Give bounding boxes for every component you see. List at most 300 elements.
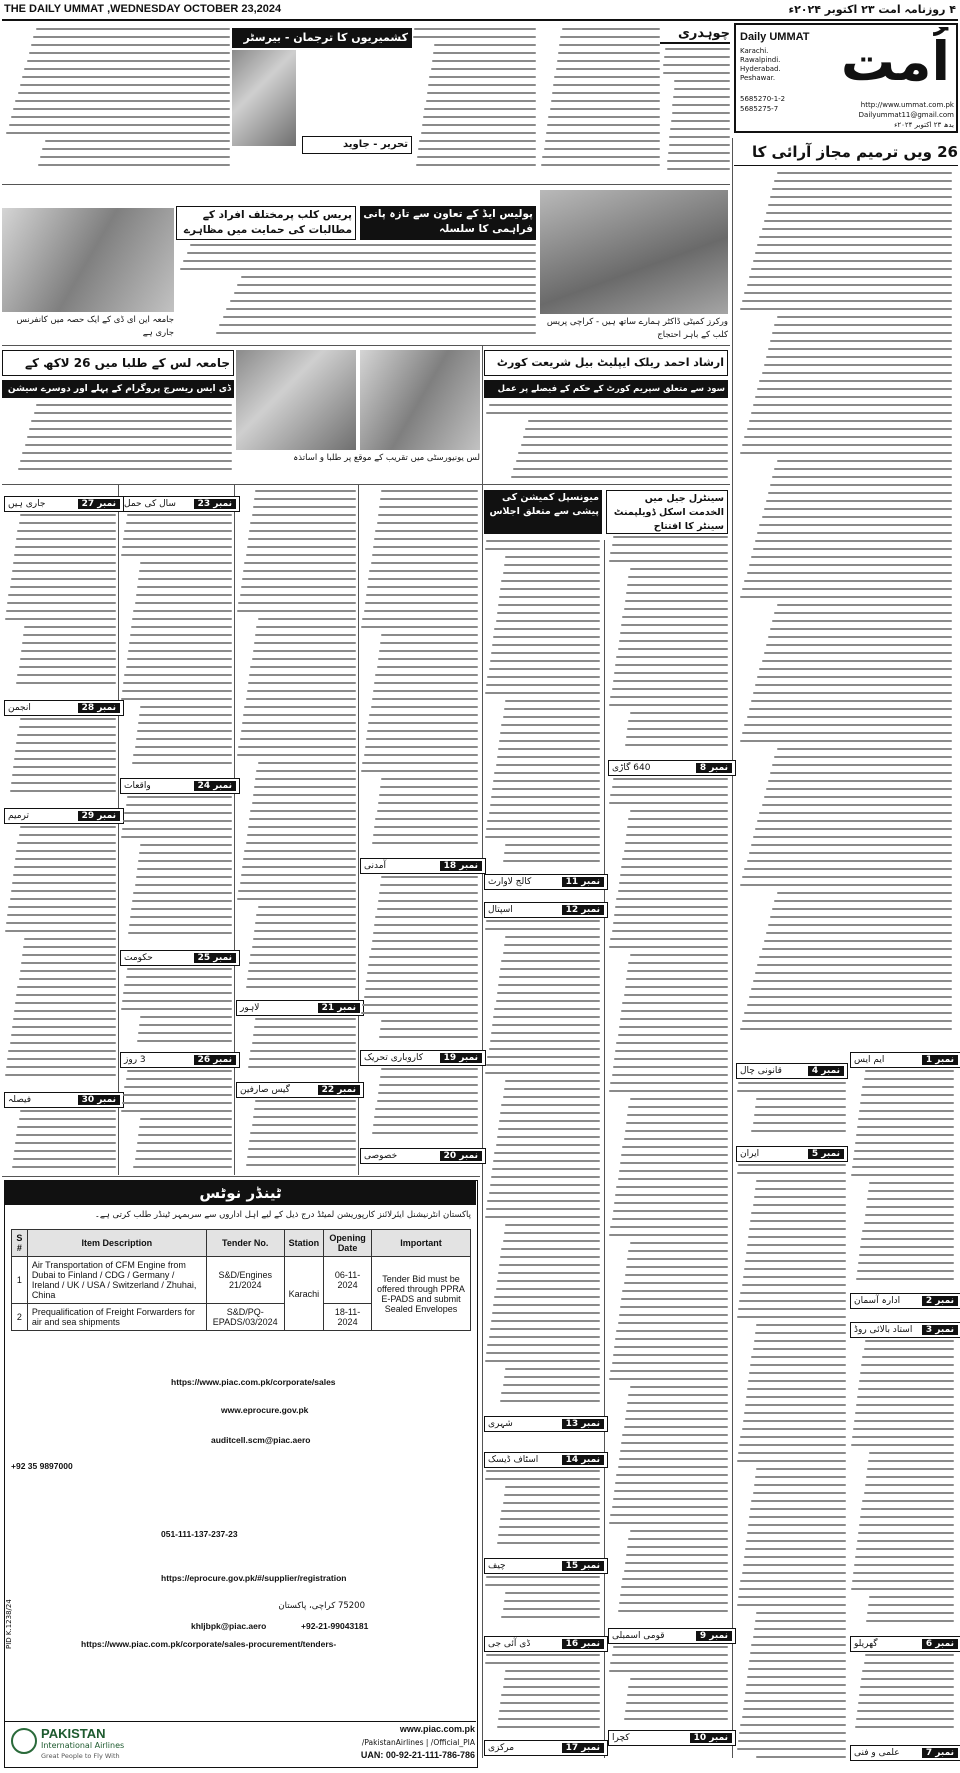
text-line (755, 396, 952, 398)
text-line (860, 1246, 954, 1248)
text-line (755, 1332, 846, 1334)
text-line (612, 786, 728, 788)
tender-link[interactable]: https://www.piac.com.pk/corporate/sales-procurement/tenders- (81, 1639, 337, 1649)
text-line (742, 1716, 847, 1718)
text-line (860, 1516, 954, 1518)
text-line (367, 586, 478, 588)
text-line (616, 1186, 728, 1188)
text-line (746, 1252, 846, 1254)
text-line (124, 812, 232, 814)
text-line (560, 36, 660, 38)
text-line (244, 562, 356, 564)
text-line (487, 1200, 600, 1202)
text-line (121, 836, 232, 838)
tender-link[interactable]: www.eprocure.gov.pk (221, 1405, 309, 1415)
article-text (540, 28, 660, 178)
text-line (31, 44, 230, 46)
text-line (744, 1412, 846, 1414)
text-line (774, 180, 952, 182)
text-line (20, 718, 116, 720)
website-label[interactable]: http://www.ummat.com.pk (860, 101, 954, 109)
text-line (860, 1686, 954, 1688)
masthead-right: ۴ روزنامہ امت ۲۳ اکتوبر ۲۰۲۴ء (788, 3, 956, 16)
text-line (132, 618, 232, 620)
text-line (485, 836, 600, 838)
text-line (255, 1018, 356, 1020)
text-line (252, 946, 356, 948)
text-line (753, 548, 952, 550)
text-line (755, 684, 952, 686)
text-line (739, 1300, 846, 1302)
text-line (504, 852, 600, 854)
text-line (609, 946, 728, 948)
text-line (505, 556, 600, 558)
text-line (505, 700, 600, 702)
article-text (176, 244, 536, 342)
section-label (850, 1052, 960, 1068)
uni-photo-1 (236, 350, 356, 450)
text-line (742, 1284, 847, 1286)
text-line (615, 1050, 728, 1052)
text-line (744, 724, 952, 726)
text-line (485, 692, 600, 694)
text-line (19, 666, 116, 668)
tender-no: S&D/Engines 21/2024 (206, 1257, 284, 1304)
text-line (609, 1090, 728, 1092)
tender-link[interactable]: https://eprocure.gov.pk/#/supplier/registration (161, 1573, 347, 1583)
text-line (486, 1576, 600, 1578)
text-line (625, 1418, 728, 1420)
text-line (375, 916, 478, 918)
text-line (753, 1492, 847, 1494)
text-line (8, 1050, 116, 1052)
text-line (361, 626, 478, 628)
text-line (667, 168, 730, 170)
court-headline: ارشاد احمد ریلک ایپلیٹ بیل شریعت کورٹ (484, 350, 728, 376)
protest-caption: ورکرز کمیٹی ڈاکٹر ہمارے ساتھ ہیں - کراچی پریس کلب کے باہر احتجاج (546, 317, 728, 340)
text-line (618, 648, 728, 650)
text-line (244, 850, 356, 852)
text-line (136, 594, 232, 596)
text-line (242, 866, 356, 868)
text-line (485, 1216, 600, 1218)
article-text (120, 968, 232, 1048)
protest-photo (540, 190, 728, 314)
article-text (4, 404, 232, 482)
text-line (861, 1238, 954, 1240)
text-line (380, 498, 478, 500)
text-line (503, 716, 600, 718)
text-line (378, 802, 478, 804)
text-line (748, 1524, 846, 1526)
text-line (862, 1356, 954, 1358)
tender-table-wrap (11, 1229, 471, 1359)
text-line (253, 794, 356, 796)
text-line (121, 554, 232, 556)
text-line (138, 860, 232, 862)
section-label-number: نمبر 22 (318, 1085, 360, 1095)
text-line (737, 1316, 846, 1318)
text-line (499, 740, 600, 742)
text-line (743, 1420, 846, 1422)
text-line (612, 930, 728, 932)
text-line (237, 610, 356, 612)
text-line (20, 514, 116, 516)
section-label (608, 1730, 736, 1746)
text-line (429, 76, 536, 78)
text-line (768, 636, 952, 638)
text-line (36, 28, 230, 30)
text-line (132, 762, 232, 764)
text-line (135, 1158, 232, 1160)
phone-2: 5685275-7 (740, 105, 779, 113)
text-line (11, 1034, 116, 1036)
text-line (15, 858, 116, 860)
text-line (610, 552, 728, 554)
section-label-text: ترمیم (8, 811, 29, 821)
text-line (505, 936, 600, 938)
footer-social[interactable]: /PakistanAirlines | /Official_PIA (361, 1738, 475, 1747)
text-line (630, 1678, 728, 1680)
text-line (16, 850, 116, 852)
text-line (372, 940, 478, 942)
text-line (744, 1268, 846, 1270)
section-label-text: اسٹاف ڈیسک (488, 1455, 539, 1465)
text-line (255, 1100, 356, 1102)
text-line (485, 1360, 600, 1362)
text-line (856, 1278, 954, 1280)
section-label-number: نمبر 26 (194, 1055, 236, 1065)
text-line (620, 1162, 728, 1164)
text-line (621, 1010, 728, 1012)
text-line (19, 1118, 116, 1120)
text-line (757, 964, 952, 966)
text-line (737, 1172, 846, 1174)
section-label-text: چیف (488, 1561, 506, 1571)
text-line (755, 252, 952, 254)
text-line (375, 1108, 478, 1110)
text-line (858, 1532, 954, 1534)
text-line (521, 444, 728, 446)
text-line (138, 578, 232, 580)
text-line (756, 1468, 846, 1470)
text-line (433, 52, 536, 54)
text-line (854, 1420, 954, 1422)
text-line (762, 228, 952, 230)
text-line (618, 1322, 728, 1324)
text-line (128, 932, 232, 934)
tender-sn: 2 (12, 1304, 28, 1331)
text-line (243, 570, 356, 572)
pia-tagline: Great People to Fly With (41, 1752, 120, 1760)
text-line (133, 892, 232, 894)
text-line (528, 420, 728, 422)
text-line (128, 650, 232, 652)
text-line (22, 954, 116, 956)
phone-1: 5685270-1-2 (740, 95, 786, 103)
text-line (753, 1348, 847, 1350)
text-line (252, 1124, 356, 1126)
text-line (857, 1540, 954, 1542)
text-line (140, 1016, 232, 1018)
text-line (122, 1000, 232, 1002)
text-line (13, 1018, 116, 1020)
text-line (13, 1158, 116, 1160)
text-line (497, 612, 600, 614)
text-line (500, 1702, 600, 1704)
text-line (424, 108, 536, 110)
text-line (250, 666, 356, 668)
text-line (628, 818, 728, 820)
text-line (747, 428, 952, 430)
text-line (619, 1170, 728, 1172)
section-label (4, 1092, 124, 1108)
text-line (759, 956, 952, 958)
pia-subtitle: International Airlines (41, 1741, 125, 1750)
article-text (484, 1470, 600, 1550)
text-line (124, 530, 232, 532)
section-label-text: کچرا (612, 1733, 630, 1743)
text-line (9, 124, 230, 126)
text-line (491, 1032, 600, 1034)
text-line (14, 1150, 116, 1152)
section-label (850, 1322, 960, 1338)
text-line (613, 778, 728, 780)
text-line (493, 1304, 600, 1306)
text-line (367, 730, 478, 732)
text-line (614, 1490, 728, 1492)
text-line (486, 920, 600, 922)
text-line (621, 624, 728, 626)
text-line (868, 1190, 954, 1192)
text-line (366, 980, 478, 982)
text-line (374, 924, 478, 926)
footer-web[interactable]: www.piac.com.pk (399, 1724, 475, 1734)
text-line (12, 1166, 116, 1168)
text-line (867, 1612, 954, 1614)
text-line (630, 810, 728, 812)
text-line (624, 1718, 728, 1720)
text-line (496, 620, 600, 622)
text-line (489, 1192, 600, 1194)
text-line (250, 522, 356, 524)
text-line (13, 874, 116, 876)
text-line (490, 1328, 600, 1330)
tender-desc: Prequalification of Freight Forwarders for air and sea shipments (27, 1304, 206, 1331)
text-line (253, 938, 356, 940)
text-line (126, 804, 232, 806)
text-line (615, 906, 728, 908)
section-label-text: ایران (740, 1149, 760, 1159)
text-line (137, 868, 232, 870)
text-line (419, 140, 536, 142)
text-line (491, 652, 600, 654)
text-line (750, 1652, 846, 1654)
text-line (499, 976, 600, 978)
text-line (772, 764, 952, 766)
text-line (140, 844, 232, 846)
text-line (742, 1572, 847, 1574)
text-line (505, 1224, 600, 1226)
section-label-text: شہری (488, 1419, 513, 1429)
text-line (485, 1584, 600, 1586)
text-line (423, 116, 536, 118)
text-line (503, 572, 600, 574)
text-line (669, 144, 730, 146)
text-line (418, 148, 536, 150)
text-line (15, 100, 230, 102)
text-line (132, 900, 232, 902)
tender-link[interactable]: khljbpk@piac.aero (191, 1621, 267, 1631)
text-line (619, 882, 728, 884)
section-label (236, 1000, 364, 1016)
text-line (762, 516, 952, 518)
text-line (497, 1280, 600, 1282)
section-label-number: نمبر 11 (562, 877, 604, 887)
text-line (748, 1236, 846, 1238)
text-line (490, 804, 600, 806)
text-line (381, 778, 478, 780)
text-line (238, 746, 356, 748)
text-line (372, 1132, 478, 1134)
text-line (496, 1000, 600, 1002)
article-text (608, 536, 728, 756)
text-line (663, 72, 730, 74)
text-line (756, 1756, 846, 1758)
text-line (13, 562, 116, 564)
section-label-text: مرکزی (488, 1743, 515, 1753)
text-line (772, 188, 952, 190)
text-line (622, 1434, 728, 1436)
text-line (127, 1070, 232, 1072)
section-label (484, 1416, 608, 1432)
text-line (503, 1096, 600, 1098)
text-line (749, 708, 952, 710)
feature-byline: تحریر - جاوید (302, 136, 412, 154)
text-line (24, 68, 230, 70)
section-label-number: نمبر 15 (562, 1561, 604, 1571)
text-line (242, 722, 356, 724)
text-line (862, 1670, 954, 1672)
text-line (243, 858, 356, 860)
text-line (15, 1142, 116, 1144)
text-line (624, 994, 728, 996)
text-line (124, 984, 232, 986)
text-line (492, 1312, 600, 1314)
text-line (241, 730, 356, 732)
text-line (258, 906, 356, 908)
text-line (742, 732, 952, 734)
text-line (745, 1692, 846, 1694)
text-line (751, 700, 952, 702)
section-label-text: استاد بالائی روڈ (854, 1325, 913, 1335)
text-line (759, 812, 952, 814)
section-label (850, 1636, 960, 1652)
text-line (754, 1114, 846, 1116)
text-line (246, 554, 356, 556)
pia-logo-icon (11, 1728, 37, 1754)
text-line (183, 260, 536, 262)
text-line (865, 1340, 954, 1342)
text-line (740, 1580, 846, 1582)
text-line (673, 96, 730, 98)
jamia-subheadline: ڈی ایس ریسرچ پروگرام کے پہلے اور دوسرے سیشن (2, 380, 234, 398)
section-label (120, 778, 240, 794)
text-line (777, 460, 952, 462)
tender-link[interactable]: auditcell.scm@piac.aero (211, 1435, 311, 1445)
tender-sn: 1 (12, 1257, 28, 1304)
editorial-headline: 26 ویں ترمیم مجاز آرائی کا (734, 138, 958, 166)
text-line (665, 48, 730, 50)
text-line (542, 156, 660, 158)
text-line (504, 1232, 600, 1234)
text-line (501, 1694, 600, 1696)
text-line (747, 716, 952, 718)
text-line (865, 1070, 954, 1072)
text-line (612, 1506, 728, 1508)
text-line (250, 954, 356, 956)
text-line (19, 978, 116, 980)
text-line (865, 1654, 954, 1656)
text-line (12, 774, 116, 776)
text-line (627, 826, 728, 828)
text-line (858, 1702, 954, 1704)
tender-link[interactable]: https://www.piac.com.pk/corporate/sales (171, 1377, 336, 1387)
text-line (131, 908, 232, 910)
text-line (10, 1042, 116, 1044)
tender-row (12, 1257, 471, 1304)
text-line (625, 1274, 728, 1276)
text-line (20, 970, 116, 972)
text-line (123, 1094, 232, 1096)
text-line (851, 1444, 954, 1446)
text-line (742, 300, 952, 302)
text-line (126, 976, 232, 978)
text-line (630, 712, 728, 714)
section-label (736, 1146, 848, 1162)
text-line (17, 842, 116, 844)
tender-col-no: Tender No. (206, 1230, 284, 1257)
text-line (755, 1106, 846, 1108)
text-line (738, 1596, 846, 1598)
text-line (499, 1526, 600, 1528)
text-line (746, 1684, 846, 1686)
text-line (498, 1128, 600, 1130)
text-line (362, 618, 478, 620)
text-line (865, 1484, 954, 1486)
text-line (628, 1538, 728, 1540)
text-line (19, 522, 116, 524)
text-line (493, 780, 600, 782)
article-text (4, 718, 116, 804)
text-line (252, 514, 356, 516)
section-label-text: 3 روز (124, 1055, 146, 1065)
uni-photo-2 (360, 350, 480, 450)
email-label[interactable]: Dailyummat11@gmail.com (858, 111, 954, 119)
article-text (4, 28, 230, 178)
text-line (121, 698, 232, 700)
section-label-text: خصوصی (364, 1151, 398, 1161)
text-line (252, 802, 356, 804)
text-line (868, 1604, 954, 1606)
text-line (609, 1670, 728, 1672)
text-line (740, 1292, 846, 1294)
text-line (25, 444, 232, 446)
text-line (140, 562, 232, 564)
daily-ummat-label: Daily UMMAT (740, 31, 810, 43)
text-line (374, 538, 478, 540)
text-line (557, 60, 660, 62)
